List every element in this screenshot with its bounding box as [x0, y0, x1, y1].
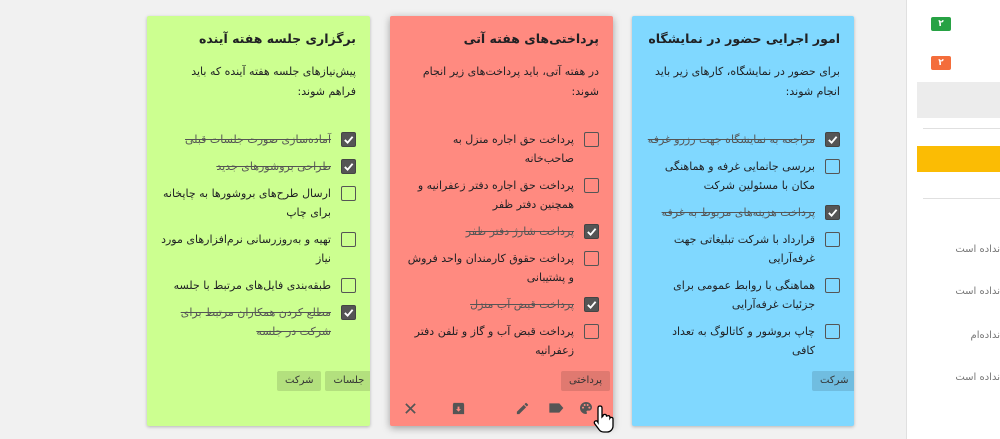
checklist-item[interactable]	[404, 222, 599, 241]
checklist-item-label: طراحی بروشورهای جدید	[216, 160, 331, 173]
label-chip[interactable]: شرکت	[812, 371, 854, 391]
divider	[923, 128, 1000, 129]
checklist	[161, 130, 356, 341]
checkbox[interactable]	[584, 297, 599, 312]
archive-icon[interactable]	[448, 398, 468, 418]
checkbox[interactable]	[825, 232, 840, 247]
checklist-item[interactable]	[161, 184, 356, 222]
checkbox[interactable]	[584, 132, 599, 147]
label-chip[interactable]: پرداختی	[561, 371, 610, 391]
checklist-item[interactable]	[161, 276, 356, 295]
checkbox[interactable]	[584, 324, 599, 339]
note-labels	[561, 371, 610, 391]
checklist-item[interactable]	[646, 230, 840, 268]
checkbox[interactable]	[341, 132, 356, 147]
count-badge: ۲	[931, 56, 951, 70]
checkbox[interactable]	[825, 205, 840, 220]
checklist-item-label: پرداخت قبض آب و گاز و تلفن دفتر زعفرانیه	[414, 325, 574, 357]
checklist-item-label: مطلع کردن همکاران مرتبط برای شرکت در جلسه	[180, 306, 331, 338]
checkbox[interactable]	[341, 305, 356, 320]
note-title: امور اجرایی حضور در نمایشگاه	[648, 31, 840, 46]
checkbox[interactable]	[825, 132, 840, 147]
status-text: نداده است	[955, 372, 1000, 383]
status-text: نداده است	[955, 244, 1000, 255]
checklist-item[interactable]	[646, 130, 840, 149]
checklist-item-label: چاپ بروشور و کاتالوگ به تعداد کافی	[672, 325, 815, 357]
note-text: پیش‌نیازهای جلسه هفته آینده که باید فراهم شوند:	[191, 65, 356, 98]
checkbox[interactable]	[584, 251, 599, 266]
checklist	[646, 130, 840, 360]
note-card-payments[interactable]	[390, 16, 613, 426]
note-card-meeting[interactable]	[147, 16, 370, 426]
status-text: نداده است	[955, 286, 1000, 297]
checkbox[interactable]	[825, 324, 840, 339]
note-text: برای حضور در نمایشگاه، کارهای زیر باید انجام شوند:	[654, 65, 840, 98]
label-icon[interactable]	[546, 398, 566, 418]
checklist-item[interactable]	[404, 249, 599, 287]
checklist-item-label: طبقه‌بندی فایل‌های مرتبط با جلسه	[173, 279, 331, 292]
checkbox[interactable]	[341, 232, 356, 247]
note-text: در هفته آتی، باید پرداخت‌های زیر انجام شوند:	[422, 65, 599, 98]
note-labels	[812, 371, 854, 391]
checkbox[interactable]	[584, 224, 599, 239]
checklist-item[interactable]	[646, 203, 840, 222]
count-badge: ۲	[931, 17, 951, 31]
checklist-item[interactable]	[646, 322, 840, 360]
label-chip[interactable]: شرکت	[277, 371, 321, 391]
checklist-item[interactable]	[646, 157, 840, 195]
checklist-item[interactable]	[161, 157, 356, 176]
checklist-item-label: بررسی جانمایی غرفه و هماهنگی مکان با مسئولین شرکت	[664, 160, 815, 192]
label-chip[interactable]: جلسات	[325, 371, 370, 391]
checkbox[interactable]	[341, 186, 356, 201]
checkbox[interactable]	[825, 278, 840, 293]
note-labels	[277, 371, 370, 391]
checklist-item[interactable]	[404, 322, 599, 360]
checklist-item-label: هماهنگی با روابط عمومی برای جزئیات غرفه‌آرایی	[673, 279, 815, 311]
checklist-item-label: مراجعه به نمایشگاه جهت رزرو غرفه	[647, 133, 815, 146]
status-text: نداده‌ام	[970, 330, 1000, 341]
note-title: پرداختی‌های هفته آتی	[463, 31, 599, 46]
note-title: برگزاری جلسه هفته آینده	[199, 31, 356, 46]
note-toolbar	[390, 390, 613, 426]
checklist-item-label: پرداخت حق اجاره منزل به صاحب‌خانه	[452, 133, 574, 165]
palette-icon[interactable]	[576, 398, 596, 418]
checklist-item[interactable]	[646, 276, 840, 314]
checklist-item-label: پرداخت هزینه‌های مربوط به غرفه	[661, 206, 815, 219]
checklist	[404, 130, 599, 360]
checklist-item-label: آماده‌سازی صورت جلسات قبلی	[185, 133, 331, 146]
checklist-item-label: پرداخت حق اجاره دفتر زعفرانیه و همچنین دفتر ظفر	[417, 179, 574, 211]
checkbox[interactable]	[825, 159, 840, 174]
checklist-item-label: قرارداد با شرکت تبلیغاتی جهت غرفه‌آرایی	[673, 233, 815, 265]
checklist-item[interactable]	[161, 303, 356, 341]
checkbox[interactable]	[341, 278, 356, 293]
side-panel-highlight-bar[interactable]	[917, 146, 1000, 172]
divider	[923, 198, 1000, 199]
checkbox[interactable]	[584, 178, 599, 193]
checklist-item-label: تهیه و به‌روزرسانی نرم‌افزارهای مورد نیاز	[161, 233, 331, 265]
side-panel-selected-row[interactable]	[917, 82, 1000, 118]
note-card-exhibition[interactable]	[632, 16, 854, 426]
checklist-item[interactable]	[404, 176, 599, 214]
edit-icon[interactable]	[512, 398, 532, 418]
checklist-item[interactable]	[161, 130, 356, 149]
checklist-item[interactable]	[404, 130, 599, 168]
checklist-item[interactable]	[161, 230, 356, 268]
checkbox[interactable]	[341, 159, 356, 174]
checklist-item[interactable]	[404, 295, 599, 314]
close-icon[interactable]	[400, 398, 420, 418]
checklist-item-label: پرداخت قبض آب منزل	[470, 298, 574, 311]
checklist-item-label: پرداخت شارژ دفتر ظفر	[465, 225, 574, 238]
checklist-item-label: ارسال طرح‌های بروشورها به چاپخانه برای چاپ	[163, 187, 331, 219]
side-panel	[906, 0, 1000, 439]
checklist-item-label: پرداخت حقوق کارمندان واحد فروش و پشتیبانی	[407, 252, 574, 284]
